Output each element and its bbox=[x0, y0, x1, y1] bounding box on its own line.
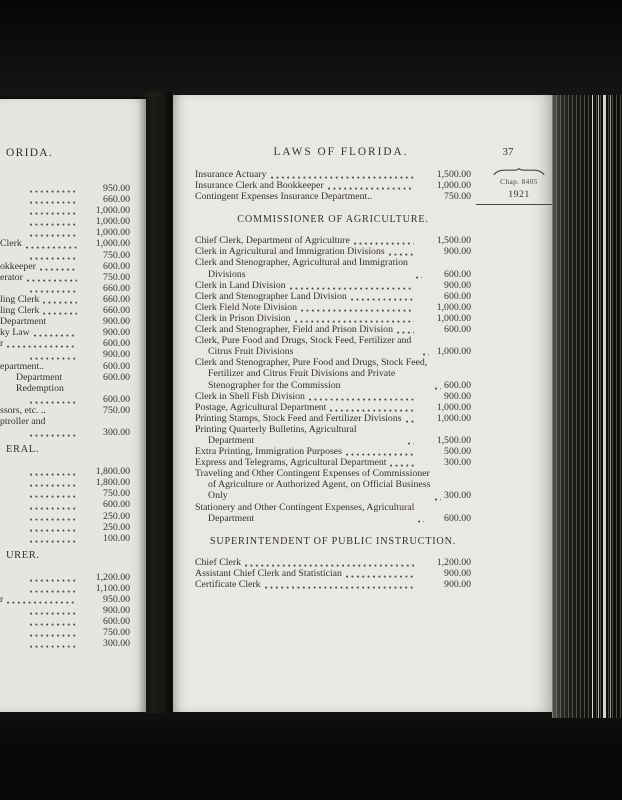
ledger-row bbox=[0, 238, 130, 249]
row-amount: 600.00 bbox=[444, 268, 471, 280]
row-label: Stationery and Other Contingent Expenses, Agricultural Department bbox=[195, 501, 417, 524]
ledger-row bbox=[0, 372, 130, 383]
row-label: Clerk and Stenographer, Agricultural and Immigration Divisions bbox=[195, 257, 411, 280]
dot-leader bbox=[50, 317, 77, 327]
row-amount: 1,000.00 bbox=[436, 401, 471, 413]
row-amount: 1,800.00 bbox=[95, 466, 130, 478]
ledger-row bbox=[0, 383, 130, 394]
dot-leader bbox=[351, 292, 414, 302]
section-heading: URER. bbox=[6, 549, 40, 561]
left-page-ledger bbox=[0, 183, 130, 649]
row-amount: 1,500.00 bbox=[436, 434, 471, 446]
row-label: okkeeper bbox=[0, 260, 36, 272]
dot-leader bbox=[30, 523, 77, 533]
dot-leader bbox=[271, 170, 414, 180]
row-amount: 1,000.00 bbox=[436, 346, 471, 358]
row-amount: 900.00 bbox=[103, 605, 130, 617]
dot-leader bbox=[423, 347, 429, 357]
ledger-row bbox=[195, 180, 471, 191]
dot-leader bbox=[346, 447, 414, 457]
scan-black-bottom-band bbox=[0, 712, 622, 800]
row-amount: 1,000.00 bbox=[95, 227, 130, 239]
row-amount: 1,000.00 bbox=[436, 412, 471, 424]
ledger-row bbox=[195, 191, 471, 202]
dot-leader bbox=[30, 489, 77, 499]
scan-black-top-band bbox=[0, 0, 622, 97]
row-label: Certificate Clerk bbox=[195, 578, 261, 590]
row-amount: 600.00 bbox=[103, 338, 130, 350]
dot-leader bbox=[30, 206, 77, 216]
row-label: ling Clerk bbox=[0, 293, 40, 305]
row-amount: 1,200.00 bbox=[436, 556, 471, 568]
ledger-row bbox=[0, 416, 130, 427]
ledger-row bbox=[0, 305, 130, 316]
ledger-row bbox=[0, 294, 130, 305]
row-label: Department bbox=[16, 371, 63, 383]
dot-leader bbox=[30, 584, 77, 594]
row-label: Insurance Actuary bbox=[195, 169, 267, 180]
appropriations-ledger bbox=[195, 169, 471, 590]
ledger-row bbox=[0, 216, 130, 227]
row-amount: 600.00 bbox=[444, 324, 471, 336]
row-amount: 600.00 bbox=[103, 371, 130, 383]
row-amount: 600.00 bbox=[103, 499, 130, 511]
ledger-row bbox=[0, 261, 130, 272]
dot-leader bbox=[49, 417, 77, 427]
dot-leader bbox=[43, 306, 77, 316]
ledger-row bbox=[195, 568, 471, 579]
dot-leader bbox=[416, 270, 422, 280]
ledger-row bbox=[195, 235, 471, 246]
ledger-row bbox=[0, 349, 130, 360]
dot-leader bbox=[295, 314, 414, 324]
row-amount: 1,000.00 bbox=[436, 301, 471, 313]
row-label: ling Clerk bbox=[0, 305, 40, 317]
row-label: Clerk in Agricultural and Immigration Divisions bbox=[195, 246, 385, 258]
ledger-row bbox=[0, 616, 130, 627]
dot-leader bbox=[30, 395, 77, 405]
row-label: Clerk and Stenographer, Field and Prison Division bbox=[195, 324, 393, 336]
row-label: ssors, etc. .. bbox=[0, 404, 46, 416]
row-amount: 900.00 bbox=[444, 567, 471, 579]
row-label: epartment.. bbox=[0, 360, 45, 372]
row-label: Printing Stamps, Stock Feed and Fertilizer Divisions bbox=[195, 412, 402, 424]
dot-leader bbox=[30, 428, 77, 438]
row-amount: 750.00 bbox=[103, 627, 130, 639]
row-amount: 300.00 bbox=[444, 490, 471, 502]
row-amount: 500.00 bbox=[444, 446, 471, 458]
ledger-row bbox=[0, 605, 130, 616]
ledger-row bbox=[0, 205, 130, 216]
dot-leader bbox=[346, 569, 414, 579]
dot-leader bbox=[50, 406, 77, 416]
dot-leader bbox=[7, 339, 77, 349]
section-heading: COMMISSIONER OF AGRICULTURE. bbox=[237, 214, 429, 226]
dot-leader bbox=[30, 534, 77, 544]
row-amount: 1,000.00 bbox=[436, 180, 471, 192]
ledger-row bbox=[195, 402, 471, 413]
row-label: Department bbox=[0, 316, 47, 328]
ledger-row bbox=[0, 250, 130, 261]
row-amount: 1,000.00 bbox=[436, 312, 471, 324]
dot-leader bbox=[406, 414, 414, 424]
dot-leader bbox=[245, 558, 414, 568]
right-page bbox=[173, 95, 552, 712]
row-amount: 600.00 bbox=[444, 379, 471, 391]
ledger-row bbox=[0, 283, 130, 294]
dot-leader bbox=[265, 580, 414, 590]
ledger-row bbox=[0, 394, 130, 405]
row-label: Clerk in Shell Fish Division bbox=[195, 390, 305, 402]
row-amount: 1,000.00 bbox=[95, 205, 130, 217]
ledger-row bbox=[195, 446, 471, 457]
row-amount: 660.00 bbox=[103, 305, 130, 317]
row-label: Express and Telegrams, Agricultural Department bbox=[195, 457, 387, 469]
dot-leader bbox=[34, 328, 77, 338]
row-label: Printing Quarterly Bulletins, Agricultural Department bbox=[195, 423, 360, 446]
row-amount: 1,000.00 bbox=[95, 216, 130, 228]
row-label: Chief Clerk, Department of Agriculture bbox=[195, 235, 350, 247]
dot-leader bbox=[30, 628, 77, 638]
dot-leader bbox=[328, 181, 414, 191]
dot-leader bbox=[27, 273, 77, 283]
row-amount: 600.00 bbox=[103, 260, 130, 272]
ledger-row bbox=[0, 522, 130, 533]
row-amount: 300.00 bbox=[103, 638, 130, 650]
brace-icon bbox=[492, 168, 546, 176]
row-amount: 660.00 bbox=[103, 282, 130, 294]
ledger-row bbox=[0, 638, 130, 649]
ledger-row bbox=[0, 183, 130, 194]
row-amount: 600.00 bbox=[103, 616, 130, 628]
ledger-row bbox=[195, 579, 471, 590]
row-amount: 900.00 bbox=[103, 349, 130, 361]
left-page-running-header: ORIDA. bbox=[6, 147, 54, 159]
row-amount: 750.00 bbox=[444, 191, 471, 203]
ledger-row bbox=[0, 477, 130, 488]
dot-leader bbox=[26, 240, 77, 250]
row-label: r bbox=[0, 594, 4, 605]
ledger-row bbox=[195, 424, 471, 446]
ledger-row bbox=[195, 357, 471, 390]
chapter-label: Chap. 8405 bbox=[500, 177, 538, 186]
dot-leader bbox=[30, 478, 77, 488]
dot-leader bbox=[7, 595, 77, 605]
ledger-row bbox=[195, 502, 471, 524]
dot-leader bbox=[30, 573, 77, 583]
row-amount: 950.00 bbox=[103, 183, 130, 194]
dot-leader bbox=[418, 514, 424, 524]
ledger-row bbox=[0, 427, 130, 438]
row-label: Clerk in Land Division bbox=[195, 279, 286, 291]
chapter-margin-note bbox=[488, 167, 550, 205]
row-amount: 900.00 bbox=[103, 316, 130, 328]
left-page-fragment bbox=[0, 99, 146, 712]
row-amount: 600.00 bbox=[103, 393, 130, 405]
ledger-row bbox=[195, 302, 471, 313]
margin-rule bbox=[476, 204, 552, 205]
dot-leader bbox=[43, 295, 77, 305]
dot-leader bbox=[30, 617, 77, 627]
dot-leader bbox=[389, 247, 414, 257]
ledger-row bbox=[195, 257, 471, 279]
row-label: ptroller and bbox=[0, 415, 46, 427]
row-amount: 250.00 bbox=[103, 521, 130, 533]
dot-leader bbox=[30, 467, 77, 477]
dot-leader bbox=[30, 284, 77, 294]
dot-leader bbox=[30, 639, 77, 649]
dot-leader bbox=[435, 381, 441, 391]
ledger-row bbox=[0, 583, 130, 594]
row-label: Assistant Chief Clerk and Statistician bbox=[195, 567, 342, 579]
row-amount: 1,800.00 bbox=[95, 477, 130, 489]
ledger-row bbox=[195, 468, 471, 501]
section-heading: SUPERINTENDENT OF PUBLIC INSTRUCTION. bbox=[209, 535, 457, 547]
row-label: Contingent Expenses Insurance Department.. bbox=[195, 191, 373, 203]
row-label: Clerk bbox=[0, 238, 22, 250]
ledger-row bbox=[195, 457, 471, 468]
row-amount: 750.00 bbox=[103, 271, 130, 283]
year-label: 1921 bbox=[508, 189, 530, 200]
ledger-row bbox=[0, 361, 130, 372]
row-amount: 750.00 bbox=[103, 488, 130, 500]
ledger-row bbox=[0, 533, 130, 544]
row-label: Extra Printing, Immigration Purposes bbox=[195, 446, 342, 458]
ledger-row bbox=[195, 291, 471, 302]
row-label: Clerk and Stenographer Land Division bbox=[195, 290, 347, 302]
row-amount: 1,200.00 bbox=[95, 571, 130, 583]
dot-leader bbox=[376, 192, 414, 202]
row-amount: 900.00 bbox=[444, 246, 471, 258]
row-label: Clerk in Prison Division bbox=[195, 312, 291, 324]
page-title: LAWS OF FLORIDA. bbox=[273, 146, 409, 158]
ledger-row bbox=[0, 227, 130, 238]
ledger-row bbox=[0, 316, 130, 327]
ledger-row bbox=[0, 594, 130, 605]
row-amount: 1,100.00 bbox=[95, 582, 130, 594]
page-edges-band bbox=[552, 95, 622, 718]
row-amount: 250.00 bbox=[103, 510, 130, 522]
row-amount: 750.00 bbox=[103, 249, 130, 261]
row-amount: 660.00 bbox=[103, 293, 130, 305]
dot-leader bbox=[30, 606, 77, 616]
dot-leader bbox=[301, 303, 414, 313]
row-label: Redemption bbox=[16, 382, 64, 394]
dot-leader bbox=[408, 436, 414, 446]
ledger-row bbox=[0, 572, 130, 583]
dot-leader bbox=[30, 217, 77, 227]
ledger-row bbox=[0, 327, 130, 338]
row-amount: 660.00 bbox=[103, 194, 130, 206]
row-amount: 1,500.00 bbox=[436, 169, 471, 180]
ledger-row bbox=[195, 280, 471, 291]
ledger-row bbox=[0, 466, 130, 477]
page-number: 37 bbox=[502, 146, 514, 158]
row-amount: 600.00 bbox=[444, 290, 471, 302]
row-amount: 600.00 bbox=[444, 512, 471, 524]
row-amount: 300.00 bbox=[444, 457, 471, 469]
ledger-row bbox=[0, 627, 130, 638]
ledger-row bbox=[195, 313, 471, 324]
row-amount: 1,500.00 bbox=[436, 235, 471, 247]
ledger-row bbox=[0, 511, 130, 522]
row-amount: 900.00 bbox=[444, 390, 471, 402]
row-amount: 900.00 bbox=[444, 578, 471, 590]
ledger-row bbox=[0, 499, 130, 510]
dot-leader bbox=[66, 373, 77, 383]
dot-leader bbox=[30, 501, 77, 511]
dot-leader bbox=[290, 281, 414, 291]
dot-leader bbox=[40, 262, 77, 272]
row-amount: 300.00 bbox=[103, 427, 130, 439]
ledger-row bbox=[0, 405, 130, 416]
ledger-row bbox=[195, 335, 471, 357]
row-label: r bbox=[0, 338, 4, 350]
row-label: Clerk Field Note Division bbox=[195, 301, 298, 313]
row-label: erator bbox=[0, 271, 23, 283]
ledger-row bbox=[0, 272, 130, 283]
dot-leader bbox=[309, 392, 414, 402]
row-amount: 750.00 bbox=[103, 404, 130, 416]
row-label: Clerk and Stenographer, Pure Food and Drugs, Stock Feed, Fertilizer and Citrus Fruit Divisions and Private Stenographer for the Commission bbox=[195, 357, 430, 391]
section-heading: ERAL. bbox=[6, 444, 40, 456]
ledger-row bbox=[0, 338, 130, 349]
ledger-row bbox=[195, 391, 471, 402]
row-label: ky Law bbox=[0, 327, 30, 339]
ledger-row bbox=[195, 169, 471, 180]
ledger-row bbox=[0, 488, 130, 499]
row-amount: 1,000.00 bbox=[95, 238, 130, 250]
row-label: Postage, Agricultural Department bbox=[195, 401, 327, 413]
ledger-row bbox=[0, 194, 130, 205]
ledger-row bbox=[195, 246, 471, 257]
dot-leader bbox=[30, 251, 77, 261]
row-label: Insurance Clerk and Bookkeeper bbox=[195, 180, 324, 192]
dot-leader bbox=[48, 362, 77, 372]
dot-leader bbox=[30, 351, 77, 361]
dot-leader bbox=[397, 325, 414, 335]
row-amount: 900.00 bbox=[103, 327, 130, 339]
row-amount: 900.00 bbox=[444, 279, 471, 291]
book-gutter bbox=[138, 92, 175, 713]
ledger-row bbox=[195, 557, 471, 568]
row-amount: 950.00 bbox=[103, 594, 130, 605]
dot-leader bbox=[330, 403, 414, 413]
dot-leader bbox=[30, 184, 77, 194]
dot-leader bbox=[30, 195, 77, 205]
ledger-row bbox=[195, 413, 471, 424]
row-amount: 100.00 bbox=[103, 532, 130, 544]
dot-leader bbox=[30, 512, 77, 522]
row-label: Clerk, Pure Food and Drugs, Stock Feed, Fertilizer and Citrus Fruit Divisions bbox=[195, 335, 414, 358]
row-label: Chief Clerk bbox=[195, 556, 241, 568]
dot-leader bbox=[68, 384, 77, 394]
row-label: Traveling and Other Contingent Expenses of Commissioner of Agriculture or Authorized Agent, on Official Business Only bbox=[195, 468, 433, 502]
dot-leader bbox=[390, 458, 414, 468]
ledger-row bbox=[195, 324, 471, 335]
dot-leader bbox=[354, 236, 414, 246]
dot-leader bbox=[435, 492, 441, 502]
row-amount: 600.00 bbox=[103, 360, 130, 372]
dot-leader bbox=[30, 228, 77, 238]
